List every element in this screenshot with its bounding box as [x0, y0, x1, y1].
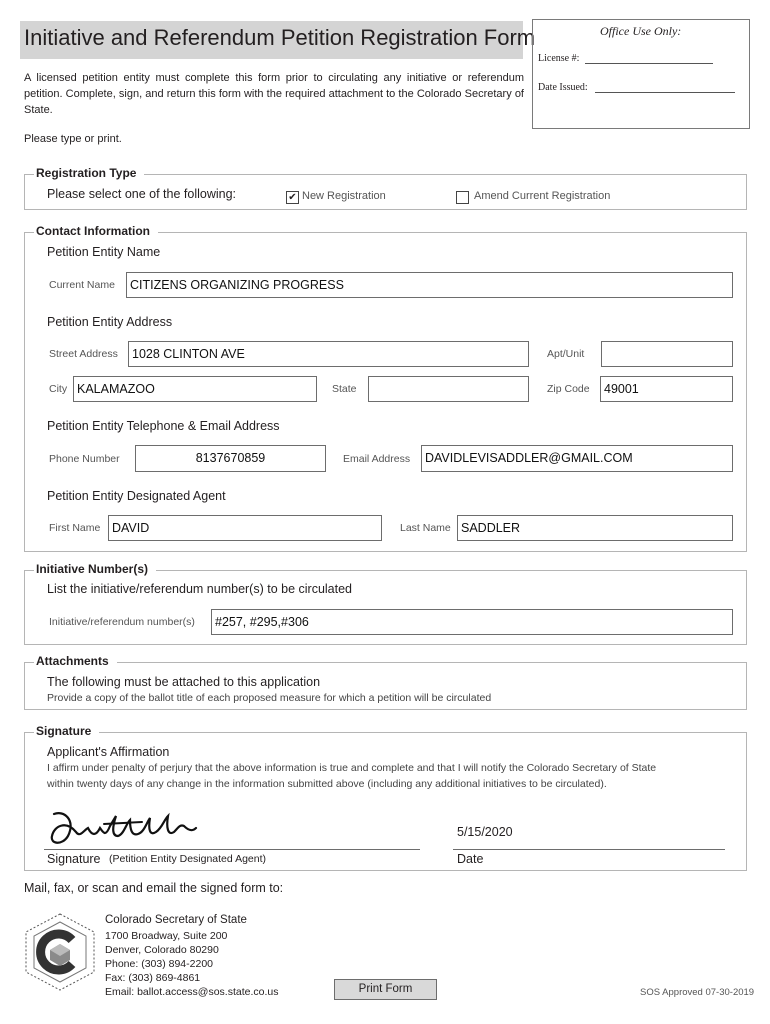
agent-heading: Petition Entity Designated Agent: [47, 489, 226, 503]
city-field[interactable]: KALAMAZOO: [73, 376, 317, 402]
footer-address-1: 1700 Broadway, Suite 200: [105, 930, 228, 942]
license-line: [585, 63, 713, 64]
affirmation-line-2: within twenty days of any change in the information submitted above (including any additional initiatives to be circulated).: [47, 778, 607, 790]
footer-email: Email: ballot.access@sos.state.co.us: [105, 986, 279, 998]
last-name-field[interactable]: SADDLER: [457, 515, 733, 541]
current-name-field[interactable]: CITIZENS ORGANIZING PROGRESS: [126, 272, 733, 298]
zip-field[interactable]: 49001: [600, 376, 733, 402]
street-label: Street Address: [49, 348, 118, 360]
footer-fax: Fax: (303) 869-4861: [105, 972, 201, 984]
affirmation-line-1: I affirm under penalty of perjury that the above information is true and complete and that I will notify the Colorado Secretary of State: [47, 762, 657, 774]
attachments-detail: Provide a copy of the ballot title of each proposed measure for which a petition will be circulated: [47, 692, 492, 704]
initiative-numbers-label: Initiative/referendum number(s): [49, 616, 195, 628]
approval-text: SOS Approved 07-30-2019: [640, 987, 755, 998]
initiative-heading: Initiative Number(s): [34, 562, 156, 576]
signature-label: Signature: [47, 852, 101, 866]
new-registration-checkbox[interactable]: ✔: [286, 191, 299, 204]
colorado-seal-logo: [20, 912, 100, 992]
please-type-text: Please type or print.: [24, 133, 122, 145]
amend-registration-label: Amend Current Registration: [474, 190, 611, 202]
first-name-field[interactable]: DAVID: [108, 515, 382, 541]
first-name-label: First Name: [49, 522, 101, 534]
attachments-prompt: The following must be attached to this application: [47, 675, 321, 689]
current-name-label: Current Name: [49, 279, 115, 291]
email-label: Email Address: [343, 453, 411, 465]
street-field[interactable]: 1028 CLINTON AVE: [128, 341, 529, 367]
footer-phone: Phone: (303) 894-2200: [105, 958, 213, 970]
amend-registration-checkbox[interactable]: [456, 191, 469, 204]
date-line: [453, 849, 725, 850]
registration-prompt: Please select one of the following:: [47, 187, 237, 201]
footer-address-2: Denver, Colorado 80290: [105, 944, 219, 956]
mail-instruction: Mail, fax, or scan and email the signed form to:: [24, 881, 284, 895]
address-heading: Petition Entity Address: [47, 315, 173, 329]
state-label: State: [332, 383, 357, 395]
apt-field[interactable]: [601, 341, 733, 367]
registration-heading: Registration Type: [34, 166, 144, 180]
attachments-heading: Attachments: [34, 654, 117, 668]
date-issued-label: Date Issued:: [538, 82, 588, 93]
signature-line: [44, 849, 420, 850]
email-field[interactable]: DAVIDLEVISADDLER@GMAIL.COM: [421, 445, 733, 472]
zip-label: Zip Code: [547, 383, 590, 395]
new-registration-label: New Registration: [302, 190, 386, 202]
phone-field[interactable]: 8137670859: [135, 445, 326, 472]
office-use-title: Office Use Only:: [600, 24, 682, 38]
date-label: Date: [457, 852, 484, 866]
last-name-label: Last Name: [400, 522, 451, 534]
footer-org: Colorado Secretary of State: [105, 914, 247, 926]
apt-label: Apt/Unit: [547, 348, 585, 360]
intro-text: A licensed petition entity must complete this form prior to circulating any initiative or referendum petition. Complete, sign, and return this form with the required attachment to the Colorado Secretary of State.: [24, 72, 524, 116]
signature-heading: Signature: [34, 724, 99, 738]
entity-name-heading: Petition Entity Name: [47, 245, 161, 259]
date-value: 5/15/2020: [457, 825, 513, 839]
handwritten-signature: [46, 806, 216, 850]
phone-label: Phone Number: [49, 453, 120, 465]
contact-heading: Contact Information: [34, 224, 158, 238]
initiative-numbers-field[interactable]: #257, #295,#306: [211, 609, 733, 635]
city-label: City: [49, 383, 68, 395]
license-label: License #:: [538, 53, 580, 64]
signature-sublabel: (Petition Entity Designated Agent): [109, 853, 267, 865]
date-issued-line: [595, 92, 735, 93]
state-field[interactable]: [368, 376, 529, 402]
page-title: Initiative and Referendum Petition Registration Form: [24, 25, 536, 50]
initiative-prompt: List the initiative/referendum number(s) to be circulated: [47, 582, 353, 596]
print-form-button[interactable]: Print Form: [334, 979, 437, 1000]
phone-email-heading: Petition Entity Telephone & Email Address: [47, 419, 280, 433]
affirmation-heading: Applicant's Affirmation: [47, 745, 170, 759]
